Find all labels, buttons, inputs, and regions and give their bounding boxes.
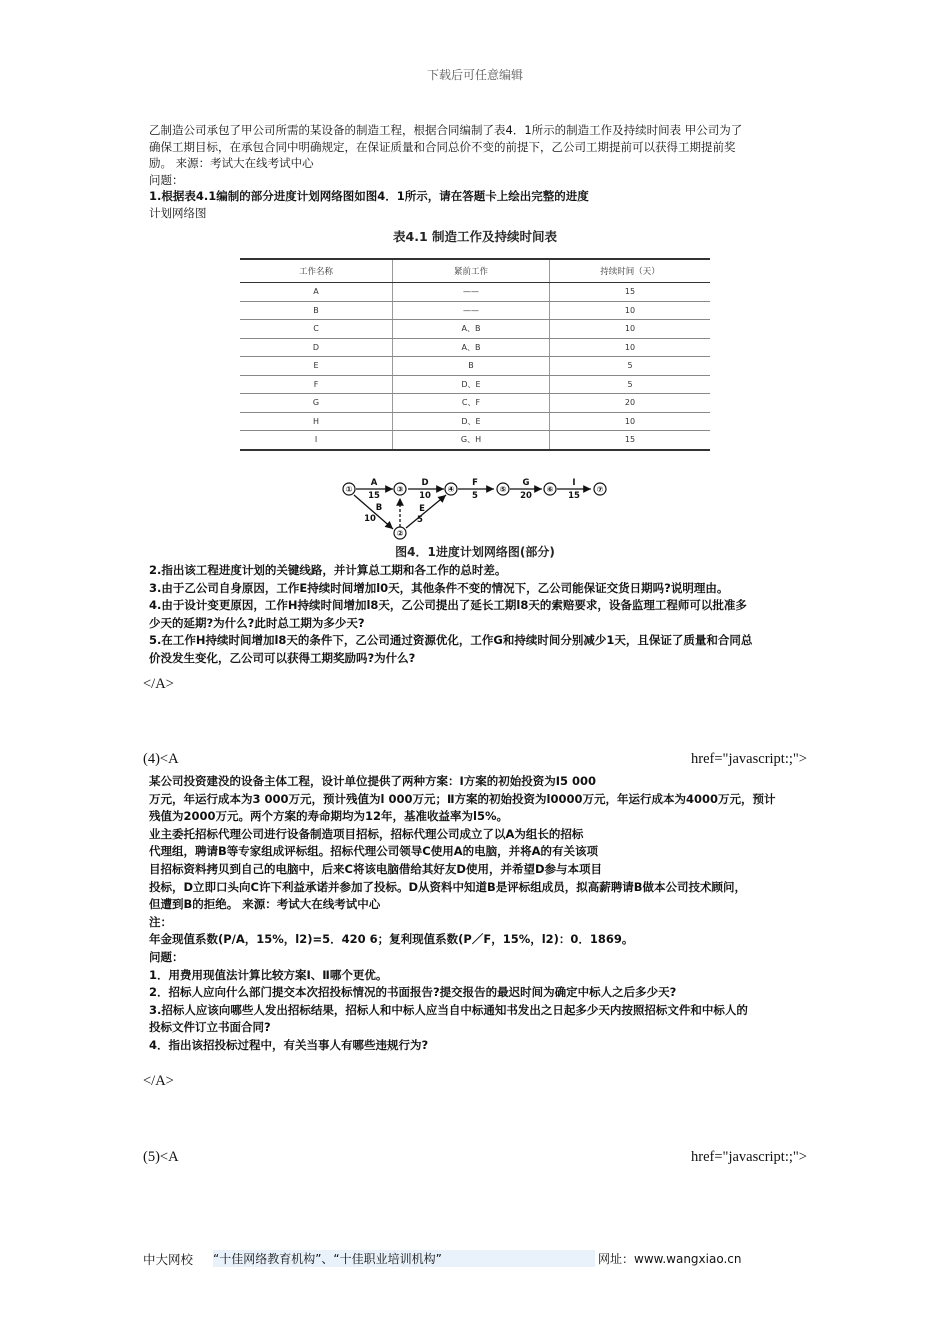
table-row (240, 375, 710, 394)
q3-question-line: 5.在工作H持续时间增加l8天的条件下，乙公司通过资源优化，工作G和持续时间分别减少1天，且保证了质量和合同总 (149, 633, 753, 647)
cell: 10 (550, 412, 711, 431)
q3-question-line: 4.由于设计变更原因，工作H持续时间增加l8天，乙公司提出了延长工期l8天的索赔要求，设备监理工程师可以批准多 (149, 598, 747, 612)
node-label: ④ (447, 485, 455, 494)
cell: A、B (393, 320, 550, 339)
footer-slogan: “十佳网络教育机构”、“十佳职业培训机构” (213, 1250, 595, 1267)
q4-line: 万元，年运行成本为3 000万元，预计残值为l 000万元；Ⅱ方案的初始投资为l0000万元，年运行成本为4000万元，预计 (149, 791, 776, 806)
table-row (240, 412, 710, 431)
duration-label: 10 (419, 491, 431, 501)
footer-website[interactable]: 网址：www.wangxiao.cn (598, 1252, 742, 1266)
q4-closing-tag: </A> (143, 1073, 174, 1089)
node-label: ① (345, 485, 353, 494)
q3-question-line: 价没发生变化，乙公司可以获得工期奖励吗?为什么? (149, 650, 416, 665)
activity-label: E (419, 504, 425, 514)
q3-question-line: 3.由于乙公司自身原因，工作E持续时间增加l0天，其他条件不变的情况下，乙公司能保证交货日期吗?说明理由。 (149, 580, 729, 595)
q3-question-line: 2.指出该工程进度计划的关键线路，并计算总工期和各工作的总时差。 (149, 563, 507, 577)
cell: 5 (550, 357, 711, 376)
activity-label: G (522, 478, 530, 488)
col-header-predecessor: 紧前工作 (393, 259, 550, 283)
col-header-name: 工作名称 (240, 259, 393, 283)
q4-line: 但遭到B的拒绝。 来源：考试大在线考试中心 (149, 897, 381, 912)
q4-line: 4．指出该招投标过程中，有关当事人有哪些违规行为? (149, 1037, 429, 1052)
q4-number[interactable]: (4)<A (143, 751, 179, 767)
cell: 10 (550, 320, 711, 339)
q4-line: 某公司投资建没的设备主体工程，设计单位提供了两种方案：I方案的初始投资为I5 000 (149, 774, 597, 788)
q4-line: 投标，D立即口头向C许下利益承诺并参加了投标。D从资料中知道B是评标组成员，拟高薪聘请B做本公司技术顾问， (149, 879, 747, 894)
q4-line: 年金现值系数(P/A，15%，l2)=5．420 6；复利现值系数(P／F，15%，l2)：0．1869。 (149, 932, 634, 947)
q4-line: 问题： (149, 949, 184, 964)
q3-question-1-cont: 计划网络图 (149, 205, 207, 220)
q4-href-text[interactable]: href="javascript:;"> (691, 751, 807, 767)
cell: 15 (550, 431, 711, 450)
q3-intro-line: 确保工期目标，在承包合同中明确规定，在保证质量和合同总价不变的前提下，乙公司工期提前可以获得工期提前奖 (149, 139, 736, 154)
table-row (240, 394, 710, 413)
q3-closing-tag: </A> (143, 676, 174, 692)
q4-line: 目招标资料拷贝到自己的电脑中，后来C将该电脑借给其好友D使用，并希望D参与本项目 (149, 861, 603, 876)
duration-label: 15 (568, 491, 580, 501)
table-header-row (240, 259, 710, 283)
cell: 5 (550, 375, 711, 394)
cell: F (240, 375, 393, 394)
activity-label: F (472, 478, 478, 488)
q3-question-line: 少天的延期?为什么?此时总工期为多少天? (149, 615, 365, 630)
q4-body (149, 773, 799, 1055)
cell: —— (393, 301, 550, 320)
table-row (240, 431, 710, 450)
q4-line: 3.招标人应该向哪些人发出招标结果，招标人和中标人应当自中标通知书发出之日起多少天内按照招标文件和中标人的 (149, 1002, 748, 1017)
cell: D、E (393, 412, 550, 431)
cell: I (240, 431, 393, 450)
duration-label: 15 (368, 491, 380, 501)
cell: C、F (393, 394, 550, 413)
q3-intro-line: 励。 来源：考试大在线考试中心 (149, 156, 314, 170)
cell: G、H (393, 431, 550, 450)
table-title: 表4.1 制造工作及持续时间表 (393, 229, 557, 244)
q3-questions (149, 562, 799, 667)
q4-line: 2．招标人应向什么部门提交本次招投标情况的书面报告?提交报告的最迟时间为确定中标人之后多少天? (149, 985, 677, 1000)
node-label: ⑤ (499, 485, 507, 494)
activity-label: I (572, 478, 576, 488)
figure-caption: 图4．1进度计划网络图(部分) (395, 545, 555, 559)
q4-line: 残值为2000万元。两个方案的寿命期均为12年，基准收益率为l5%。 (149, 809, 508, 824)
activity-label: A (370, 478, 378, 488)
table-row (240, 301, 710, 320)
q5-number[interactable]: (5)<A (143, 1149, 179, 1165)
table-row (240, 338, 710, 357)
duration-label: 5 (472, 491, 478, 501)
node-label: ⑥ (546, 485, 554, 494)
q4-line: 1．用费用现值法计算比较方案I、Ⅱ哪个更优。 (149, 967, 388, 982)
cell: D (240, 338, 393, 357)
cell: H (240, 412, 393, 431)
table-row (240, 357, 710, 376)
cell: D、E (393, 375, 550, 394)
duration-label: 10 (364, 514, 376, 524)
q3-intro (149, 122, 799, 221)
activity-label: B (375, 503, 383, 513)
q4-line: 注： (149, 914, 172, 929)
duration-label: 20 (520, 491, 532, 501)
cell: C (240, 320, 393, 339)
cell: 15 (550, 283, 711, 302)
table-row (240, 320, 710, 339)
cell: 10 (550, 301, 711, 320)
q5-href-text[interactable]: href="javascript:;"> (691, 1149, 807, 1165)
node-label: ⑦ (596, 485, 604, 494)
cell: E (240, 357, 393, 376)
footer-school: 中大网校 (143, 1252, 194, 1267)
duration-label: 5 (417, 515, 423, 525)
q4-line: 投标文件订立书面合同? (149, 1020, 271, 1035)
cell: B (240, 301, 393, 320)
q4-line: 代理组，聘请B等专家组成评标组。招标代理公司领导C使用A的电脑，并将A的有关该项 (149, 844, 599, 859)
activity-label: D (421, 478, 429, 488)
cell: 20 (550, 394, 711, 413)
q3-intro-line: 乙制造公司承包了甲公司所需的某设备的制造工程，根据合同编制了表4．1所示的制造工作及持续时间表 甲公司为了 (149, 123, 743, 137)
network-diagram (336, 470, 626, 550)
duration-table-wrap (240, 258, 710, 451)
table-row (240, 283, 710, 302)
node-label: ③ (396, 485, 404, 494)
q3-wenti: 问题： (149, 172, 184, 187)
cell: —— (393, 283, 550, 302)
page-header: 下载后可任意编辑 (426, 68, 523, 82)
cell: 10 (550, 338, 711, 357)
cell: A (240, 283, 393, 302)
col-header-duration: 持续时间（天） (550, 259, 711, 283)
q4-line: 业主委托招标代理公司进行设备制造项目招标，招标代理公司成立了以A为组长的招标 (149, 826, 584, 841)
duration-table (240, 258, 710, 451)
cell: A、B (393, 338, 550, 357)
cell: B (393, 357, 550, 376)
cell: G (240, 394, 393, 413)
q3-question-1: 1.根据表4.1编制的部分进度计划网络图如图4．1所示，请在答题卡上绘出完整的进度 (149, 189, 589, 203)
node-label: ② (396, 529, 404, 538)
